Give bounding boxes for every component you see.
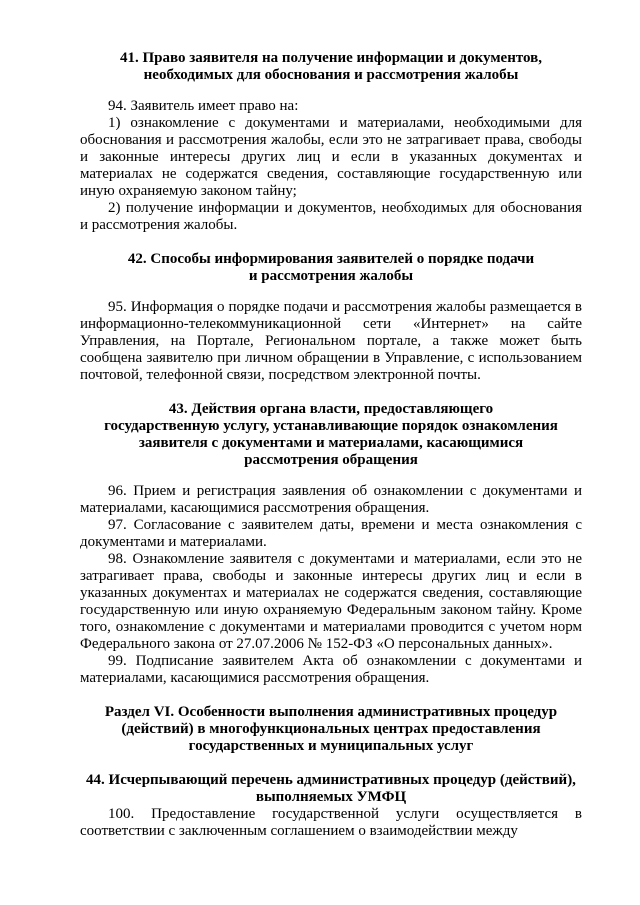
paragraph-98: 98. Ознакомление заявителя с документами и материалами, если это не затрагивает права, свободы и законные интересы других лиц и если в указанных документах и материалах не содержатся сведения, составляющие государственную или иную охраняемую Федеральным законом тайну. Кроме того, ознакомление с документами и материалами проводится с учетом норм Федерального закона от 27.07.2006 № 152-ФЗ «О персональных данных».: [80, 551, 582, 652]
paragraph-99: 99. Подписание заявителем Акта об ознакомлении с документами и материалами, касающимися рассмотрения обращения.: [80, 653, 582, 686]
heading-line: Раздел VI. Особенности выполнения административных процедур: [104, 704, 558, 720]
paragraph-96: 96. Прием и регистрация заявления об ознакомлении с документами и материалами, касающимися рассмотрения обращения.: [80, 483, 582, 516]
heading-line: 44. Исчерпывающий перечень административных процедур (действий),: [86, 772, 576, 788]
section-41-heading: [80, 50, 582, 84]
part-6-heading: [80, 704, 582, 755]
heading-line: рассмотрения обращения: [244, 452, 418, 468]
heading-line: и рассмотрения жалобы: [248, 268, 414, 284]
heading-line: выполняемых УМФЦ: [255, 789, 407, 805]
heading-line: государственную услугу, устанавливающие порядок ознакомления: [104, 418, 558, 434]
paragraph-94-item-1: 1) ознакомление с документами и материалами, необходимыми для обоснования и рассмотрения жалобы, если это не затрагивает права, свободы и законные интересы других лиц и если в указанных документах и материалах не содержатся сведения, составляющие государственную или иную охраняемую законом тайну;: [80, 115, 582, 199]
section-42-heading: [80, 251, 582, 285]
heading-line: государственных и муниципальных услуг: [188, 738, 474, 754]
paragraph-94: 94. Заявитель имеет право на:: [108, 98, 299, 114]
paragraph-97: 97. Согласование с заявителем даты, времени и места ознакомления с документами и материалами.: [80, 517, 582, 550]
paragraph-100: 100. Предоставление государственной услуги осуществляется в соответствии с заключенным соглашением о взаимодействии между: [80, 806, 582, 839]
section-44-heading: [80, 772, 582, 806]
heading-line: (действий) в многофункциональных центрах предоставления: [121, 721, 541, 737]
heading-line: необходимых для обоснования и рассмотрения жалобы: [143, 67, 519, 83]
paragraph-94-item-2: 2) получение информации и документов, необходимых для обоснования и рассмотрения жалобы.: [80, 200, 582, 233]
heading-line: 41. Право заявителя на получение информации и документов,: [120, 50, 542, 66]
heading-line: 42. Способы информирования заявителей о порядке подачи: [127, 251, 535, 267]
heading-line: 43. Действия органа власти, предоставляющего: [168, 401, 494, 417]
section-43-heading: [80, 401, 582, 469]
document-page: [80, 50, 582, 840]
heading-line: заявителя с документами и материалами, касающимися: [138, 435, 524, 451]
paragraph-95: 95. Информация о порядке подачи и рассмотрения жалобы размещается в информационно-телекоммуникационной сети «Интернет» на сайте Управления, на Портале, Региональном портале, а также может быть сообщена заявителю при личном обращении в Управление, с использованием почтовой, телефонной связи, посредством электронной почты.: [80, 299, 582, 383]
